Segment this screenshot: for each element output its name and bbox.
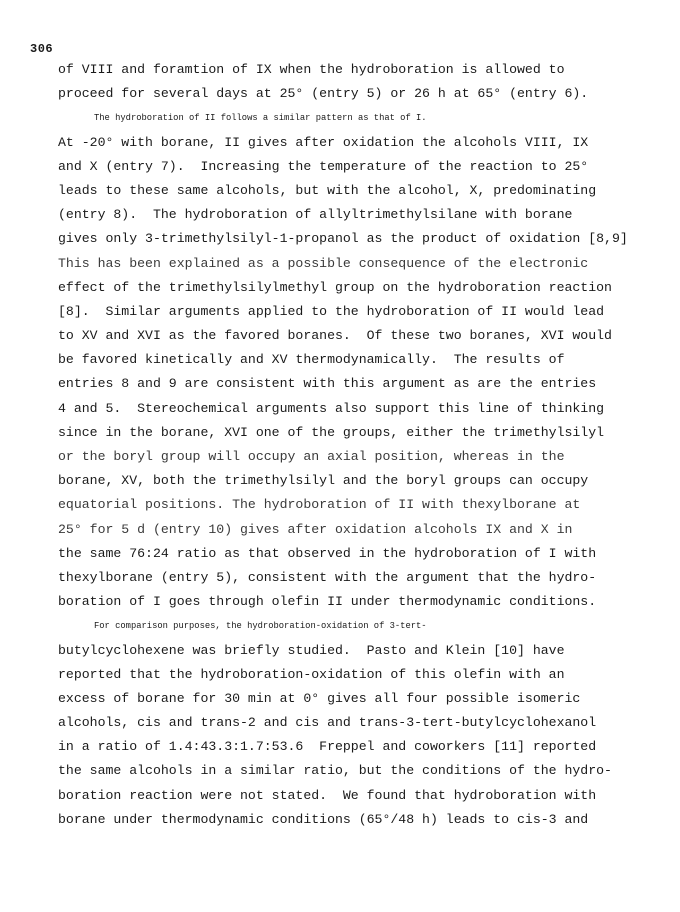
text-line: For comparison purposes, the hydroboration-oxidation of 3-tert- <box>94 621 427 632</box>
text-line: borane under thermodynamic conditions (65°/48 h) leads to cis-3 and <box>58 811 589 827</box>
text-line: entries 8 and 9 are consistent with this argument as are the entries <box>58 376 597 392</box>
page-number: 306 <box>30 42 54 56</box>
text-line: (entry 8). The hydroboration of allyltrimethylsilane with borane <box>58 207 573 223</box>
text-line: alcohols, cis and trans-2 and cis and trans-3-tert-butylcyclohexanol <box>58 715 597 731</box>
text-line: borane, XV, both the trimethylsilyl and the boryl groups can occupy <box>58 473 589 489</box>
text-line: to XV and XVI as the favored boranes. Of these two boranes, XVI would <box>58 328 612 344</box>
text-line: in a ratio of 1.4:43.3:1.7:53.6 Freppel and coworkers [11] reported <box>58 739 597 755</box>
text-line: equatorial positions. The hydroboration of II with thexylborane at <box>58 497 581 513</box>
text-line: The hydroboration of II follows a similar pattern as that of I. <box>94 113 427 124</box>
text-line: At -20° with borane, II gives after oxidation the alcohols VIII, IX <box>58 134 589 150</box>
text-line: gives only 3-trimethylsilyl-1-propanol as the product of oxidation [8,9] <box>58 231 628 247</box>
text-line: proceed for several days at 25° (entry 5) or 26 h at 65° (entry 6). <box>58 86 589 102</box>
text-line: 25° for 5 d (entry 10) gives after oxidation alcohols IX and X in <box>58 521 573 537</box>
text-line: butylcyclohexene was briefly studied. Pasto and Klein [10] have <box>58 642 565 658</box>
text-line: This has been explained as a possible consequence of the electronic <box>58 255 589 271</box>
text-line: and X (entry 7). Increasing the temperature of the reaction to 25° <box>58 158 589 174</box>
text-line: the same 76:24 ratio as that observed in the hydroboration of I with <box>58 545 597 561</box>
text-line: since in the borane, XVI one of the groups, either the trimethylsilyl <box>58 424 605 440</box>
text-line: thexylborane (entry 5), consistent with the argument that the hydro- <box>58 569 597 585</box>
text-line: [8]. Similar arguments applied to the hydroboration of II would lead <box>58 303 605 319</box>
text-line: boration of I goes through olefin II under thermodynamic conditions. <box>58 594 597 610</box>
text-line: reported that the hydroboration-oxidation of this olefin with an <box>58 666 565 682</box>
text-line: excess of borane for 30 min at 0° gives all four possible isomeric <box>58 690 581 706</box>
text-line: 4 and 5. Stereochemical arguments also support this line of thinking <box>58 400 605 416</box>
text-line: the same alcohols in a similar ratio, but the conditions of the hydro- <box>58 763 612 779</box>
text-line: or the boryl group will occupy an axial position, whereas in the <box>58 449 565 464</box>
text-line: be favored kinetically and XV thermodynamically. The results of <box>58 352 565 368</box>
text-line: boration reaction were not stated. We found that hydroboration with <box>58 787 597 803</box>
text-line: effect of the trimethylsilylmethyl group on the hydroboration reaction <box>58 279 612 295</box>
text-line: of VIII and foramtion of IX when the hydroboration is allowed to <box>58 62 565 77</box>
text-line: leads to these same alcohols, but with the alcohol, X, predominating <box>58 182 597 198</box>
body-text <box>58 58 658 832</box>
